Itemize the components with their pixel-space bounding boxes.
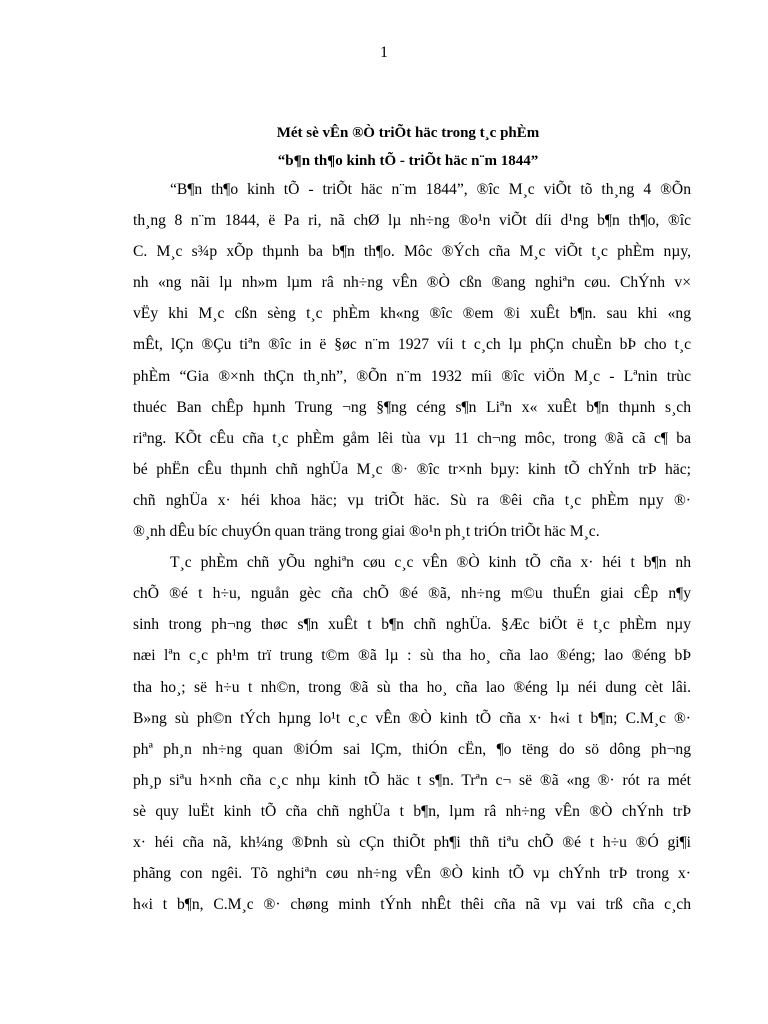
paragraph-1 [133, 174, 691, 547]
text-line: nh «ng nãi lµ nh»m lµm râ nh÷ng vÊn ®Ò cßn ®ang nghiªn cøu. ChÝnh v× [133, 274, 691, 292]
body-text [133, 174, 691, 920]
title-line-1: Mét sè vÊn ®Ò triÕt häc trong t¸c phÈm [276, 125, 540, 141]
text-line: ®¸nh dÊu bíc chuyÓn quan träng trong giai ®o¹n ph¸t triÓn triÕt häc M¸c. [133, 523, 600, 541]
title-line-2: “b¶n th¶o kinh tÕ - triÕt häc n¨m 1844” [277, 153, 539, 169]
text-line: bé phËn cÊu thµnh chñ nghÜa M¸c ®· ®îc tr×nh bµy: kinh tÕ chÝnh trÞ häc; [133, 460, 691, 478]
text-line: phãng con ngêi. Tõ nghiªn cøu nh÷ng vÊn ®Ò kinh tÕ vµ chÝnh trÞ trong x· [133, 865, 691, 883]
text-line: C. M¸c s¾p xÕp thµnh ba b¶n th¶o. Môc ®Ých cña M¸c viÕt t¸c phÈm nµy, [133, 243, 691, 261]
text-line: vËy khi M¸c cßn sèng t¸c phÈm kh«ng ®îc ®em ®i xuÊt b¶n. sau khi «ng [133, 305, 691, 323]
text-line: T¸c phÈm chñ yÕu nghiªn cøu c¸c vÊn ®Ò kinh tÕ cña x· héi t b¶n nh [170, 554, 691, 572]
text-line: riªng. KÕt cÊu cña t¸c phÈm gåm lêi tùa vµ 11 ch¬ng môc, trong ®ã cã c¶ ba [133, 429, 691, 447]
text-line: mÊt, lÇn ®Çu tiªn ®îc in ë §øc n¨m 1927 víi t c¸ch lµ phÇn chuÈn bÞ cho t¸c [133, 336, 691, 354]
text-line: sè quy luËt kinh tÕ cña chñ nghÜa t b¶n, lµm râ nh÷ng vÊn ®Ò chÝnh trÞ [133, 802, 691, 820]
text-line: sinh trong ph¬ng thøc s¶n xuÊt t b¶n chñ nghÜa. §Æc biÖt ë t¸c phÈm nµy [133, 616, 691, 634]
paragraph-2 [133, 547, 691, 920]
document-title [0, 119, 768, 175]
text-line: thuéc Ban chÊp hµnh Trung ¬ng §¶ng céng s¶n Liªn x« xuÊt b¶n thµnh s¸ch [133, 398, 691, 416]
text-line: h«i t b¶n, C.M¸c ®· chøng minh tÝnh nhÊt thêi cña nã vµ vai trß cña c¸ch [133, 896, 691, 914]
text-line: th¸ng 8 n¨m 1844, ë Pa ri, nã chØ lµ nh÷ng ®o¹n viÕt díi d¹ng b¶n th¶o, ®îc [133, 212, 691, 230]
text-line: ph¸p siªu h×nh cña c¸c nhµ kinh tÕ häc t s¶n. Trªn c¬ së ®ã «ng ®· rót ra mét [133, 771, 691, 789]
text-line: chñ nghÜa x· héi khoa häc; vµ triÕt häc. Sù ra ®êi cña t¸c phÈm nµy ®· [133, 491, 691, 509]
text-line: x· héi cña nã, kh¼ng ®Þnh sù cÇn thiÕt ph¶i thñ tiªu chÕ ®é t h÷u ®Ó gi¶i [133, 833, 691, 851]
text-line: “B¶n th¶o kinh tÕ - triÕt häc n¨m 1844”, ®îc M¸c viÕt tõ th¸ng 4 ®Õn [170, 181, 691, 198]
text-line: B»ng sù ph©n tÝch hµng lo¹t c¸c vÊn ®Ò kinh tÕ cña x· h«i t b¶n; C.M¸c ®· [133, 709, 691, 727]
text-line: phÈm “Gia ®×nh thÇn th¸nh”, ®Õn n¨m 1932 míi ®îc viÖn M¸c - Lªnin trùc [133, 367, 691, 385]
text-line: næi lªn c¸c ph¹m trï trung t©m ®ã lµ : sù tha ho¸ cña lao ®éng; lao ®éng bÞ [133, 647, 691, 665]
page-number: 1 [380, 44, 388, 61]
text-line: phª ph¸n nh÷ng quan ®iÓm sai lÇm, thiÓn cËn, ¶o tëng do sö dông ph¬ng [133, 740, 691, 758]
text-line: tha ho¸; së h÷u t nh©n, trong ®ã sù tha ho¸ cña lao ®éng lµ néi dung cèt lâi. [133, 678, 691, 696]
text-line: chÕ ®é t h÷u, nguån gèc cña chÕ ®é ®ã, nh÷ng m©u thuÉn giai cÊp n¶y [133, 585, 691, 603]
